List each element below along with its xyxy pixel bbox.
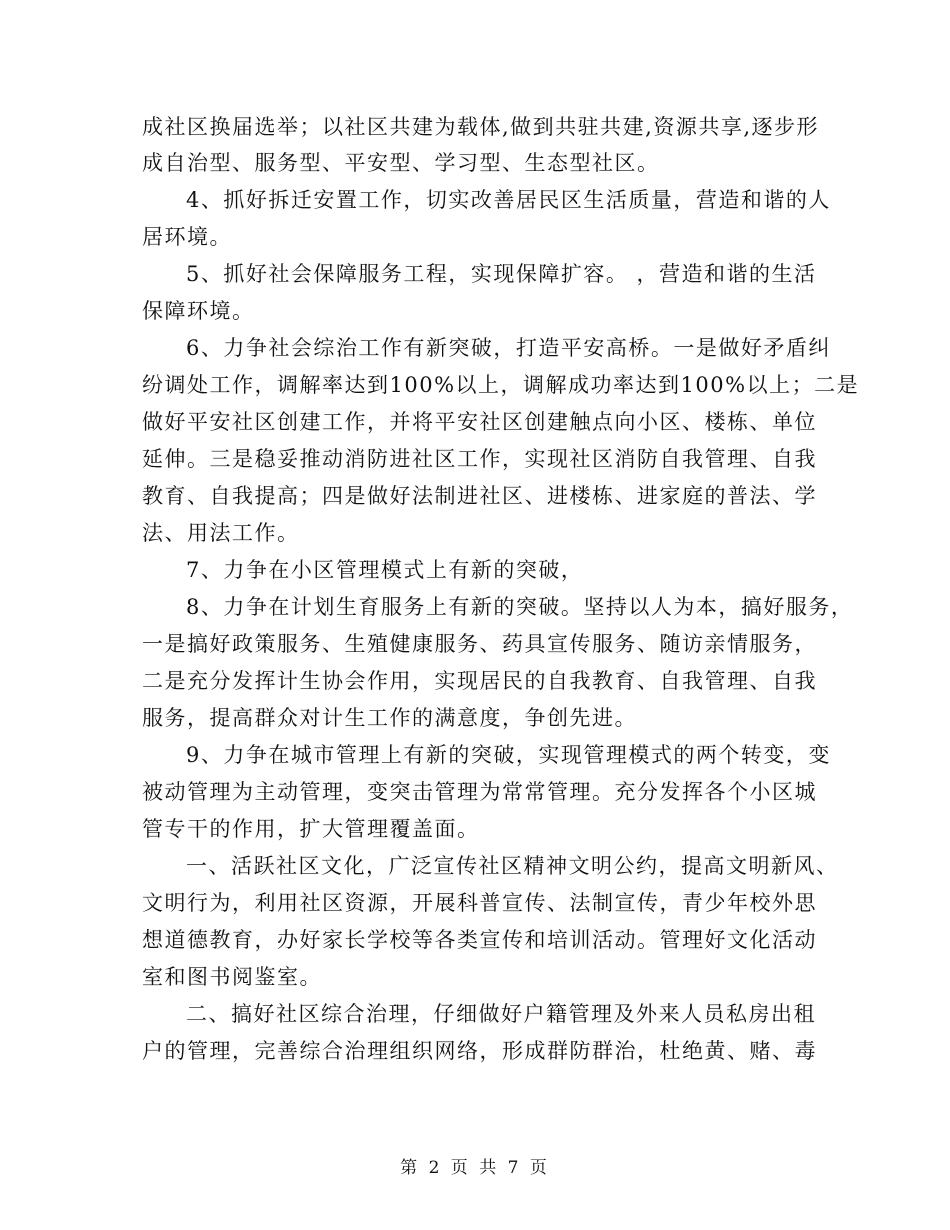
paragraph-first-line: 7、力争在小区管理模式上有新的突破， bbox=[186, 558, 584, 582]
paragraph-first-line: 4、抓好拆迁安置工作，切实改善居民区生活质量，营造和谐的人 bbox=[186, 188, 831, 212]
text-line: 二是充分发挥计生协会作用，实现居民的自我教育、自我管理、自我 bbox=[142, 669, 817, 693]
paragraph-first-line: 9、力争在城市管理上有新的突破，实现管理模式的两个转变，变 bbox=[186, 743, 831, 767]
text-line: 被动管理为主动管理，变突击管理为常常管理。充分发挥各个小区城 bbox=[142, 780, 817, 804]
text-line: 保障环境。 bbox=[142, 299, 255, 323]
text-line: 户的管理，完善综合治理组织网络，形成群防群治，杜绝黄、赌、毒 bbox=[142, 1039, 817, 1063]
paragraph-first-line: 5、抓好社会保障服务工程，实现保障扩容。 ，营造和谐的生活 bbox=[186, 262, 817, 286]
text-line: 管专干的作用，扩大管理覆盖面。 bbox=[142, 817, 480, 841]
paragraph-first-line: 6、力争社会综治工作有新突破，打造平安高桥。一是做好矛盾纠 bbox=[186, 336, 831, 360]
text-line: 居环境。 bbox=[142, 225, 232, 249]
text-line: 延伸。三是稳妥推动消防进社区工作，实现社区消防自我管理、自我 bbox=[142, 447, 817, 471]
text-line: 成社区换届选举；以社区共建为载体,做到共驻共建,资源共享,逐步形 bbox=[142, 115, 820, 139]
paragraph-first-line: 一、活跃社区文化，广泛宣传社区精神文明公约，提高文明新风、 bbox=[186, 854, 839, 878]
text-line: 成自治型、服务型、平安型、学习型、生态型社区。 bbox=[142, 151, 660, 175]
text-line: 纷调处工作，调解率达到100%以上，调解成功率达到100%以上；二是 bbox=[142, 373, 860, 397]
paragraph-first-line: 二、搞好社区综合治理，仔细做好户籍管理及外来人员私房出租 bbox=[186, 1002, 816, 1026]
text-line: 服务，提高群众对计生工作的满意度，争创先进。 bbox=[142, 706, 637, 730]
text-line: 想道德教育，办好家长学校等各类宣传和培训活动。管理好文化活动 bbox=[142, 928, 817, 952]
text-line: 一是搞好政策服务、生殖健康服务、药具宣传服务、随访亲情服务， bbox=[142, 632, 817, 656]
text-line: 法、用法工作。 bbox=[142, 521, 300, 545]
text-line: 室和图书阅鉴室。 bbox=[142, 965, 322, 989]
page-number-footer: 第 2 页 共 7 页 bbox=[400, 1158, 550, 1178]
text-line: 文明行为，利用社区资源，开展科普宣传、法制宣传，青少年校外思 bbox=[142, 891, 817, 915]
text-line: 做好平安社区创建工作，并将平安社区创建触点向小区、楼栋、单位 bbox=[142, 410, 817, 434]
paragraph-first-line: 8、力争在计划生育服务上有新的突破。坚持以人为本，搞好服务， bbox=[186, 595, 854, 619]
text-line: 教育、自我提高；四是做好法制进社区、进楼栋、进家庭的普法、学 bbox=[142, 484, 817, 508]
